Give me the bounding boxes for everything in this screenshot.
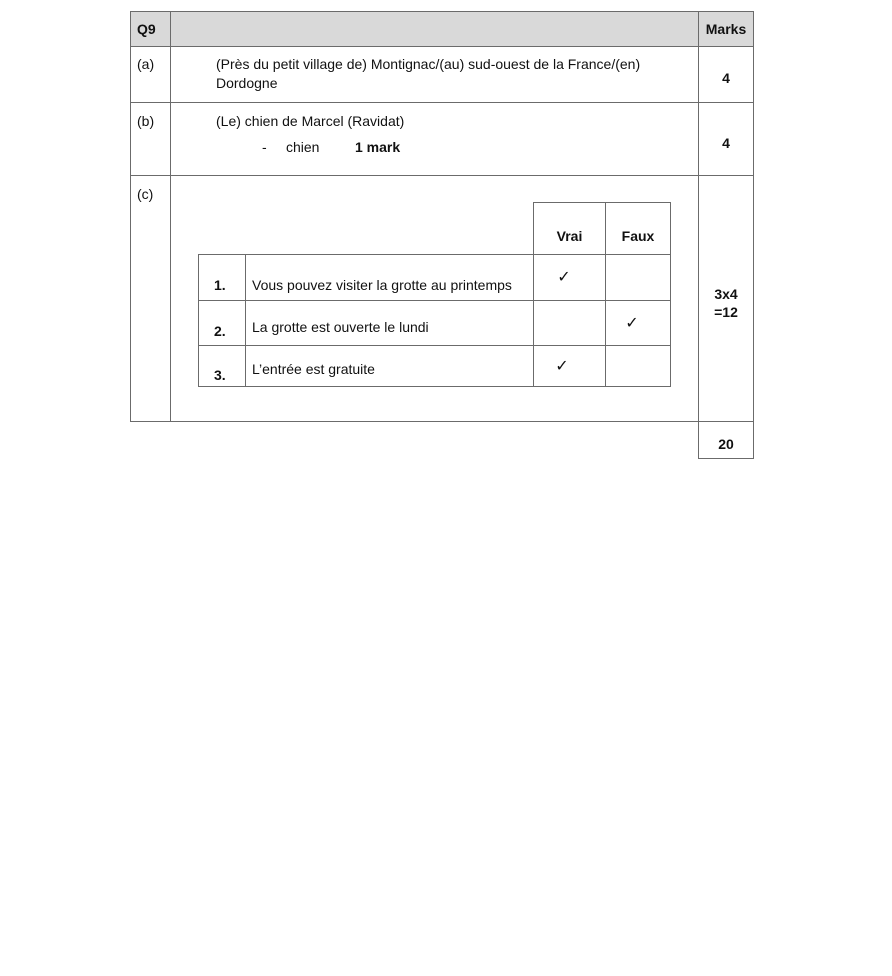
row-a-label: (a) xyxy=(137,56,155,72)
item-3-vrai-checkmark-icon: ✓ xyxy=(555,356,569,375)
item-1-faux-cell xyxy=(605,254,671,301)
item-2-vrai-cell xyxy=(533,300,606,346)
row-a-marks: 4 xyxy=(722,70,730,86)
row-b-answer-line1: (Le) chien de Marcel (Ravidat) xyxy=(216,113,405,129)
question-number: Q9 xyxy=(137,21,156,37)
row-c-label: (c) xyxy=(137,186,154,202)
row-b-bullet-dash: - xyxy=(262,139,267,155)
item-2-faux-checkmark-icon: ✓ xyxy=(625,313,639,332)
row-b-label: (b) xyxy=(137,113,155,129)
item-1-statement: Vous pouvez visiter la grotte au printemps xyxy=(252,277,512,293)
item-1-vrai-checkmark-icon: ✓ xyxy=(557,267,571,286)
row-a-answer-line2: Dordogne xyxy=(216,75,278,91)
row-a-answer-line1: (Près du petit village de) Montignac/(au) sud-ouest de la France/(en) xyxy=(216,56,641,72)
item-3-faux-cell xyxy=(605,345,671,387)
item-2-statement: La grotte est ouverte le lundi xyxy=(252,319,429,335)
row-b-bullet-mark: 1 mark xyxy=(355,139,401,155)
row-c-marks-line1: 3x4 xyxy=(714,286,738,302)
item-1-number: 1. xyxy=(214,277,226,293)
marks-heading: Marks xyxy=(705,21,747,37)
row-c-label-cell xyxy=(130,175,171,422)
item-3-number: 3. xyxy=(214,367,226,383)
row-b-bullet-word: chien xyxy=(286,139,320,155)
row-b-marks: 4 xyxy=(722,135,730,151)
item-2-number: 2. xyxy=(214,323,226,339)
item-3-statement: L’entrée est gratuite xyxy=(252,361,375,377)
vrai-header: Vrai xyxy=(556,228,583,244)
row-c-marks-line2: =12 xyxy=(714,304,738,320)
faux-header: Faux xyxy=(621,228,655,244)
total-marks: 20 xyxy=(718,436,734,452)
header-answer-cell xyxy=(170,11,699,47)
